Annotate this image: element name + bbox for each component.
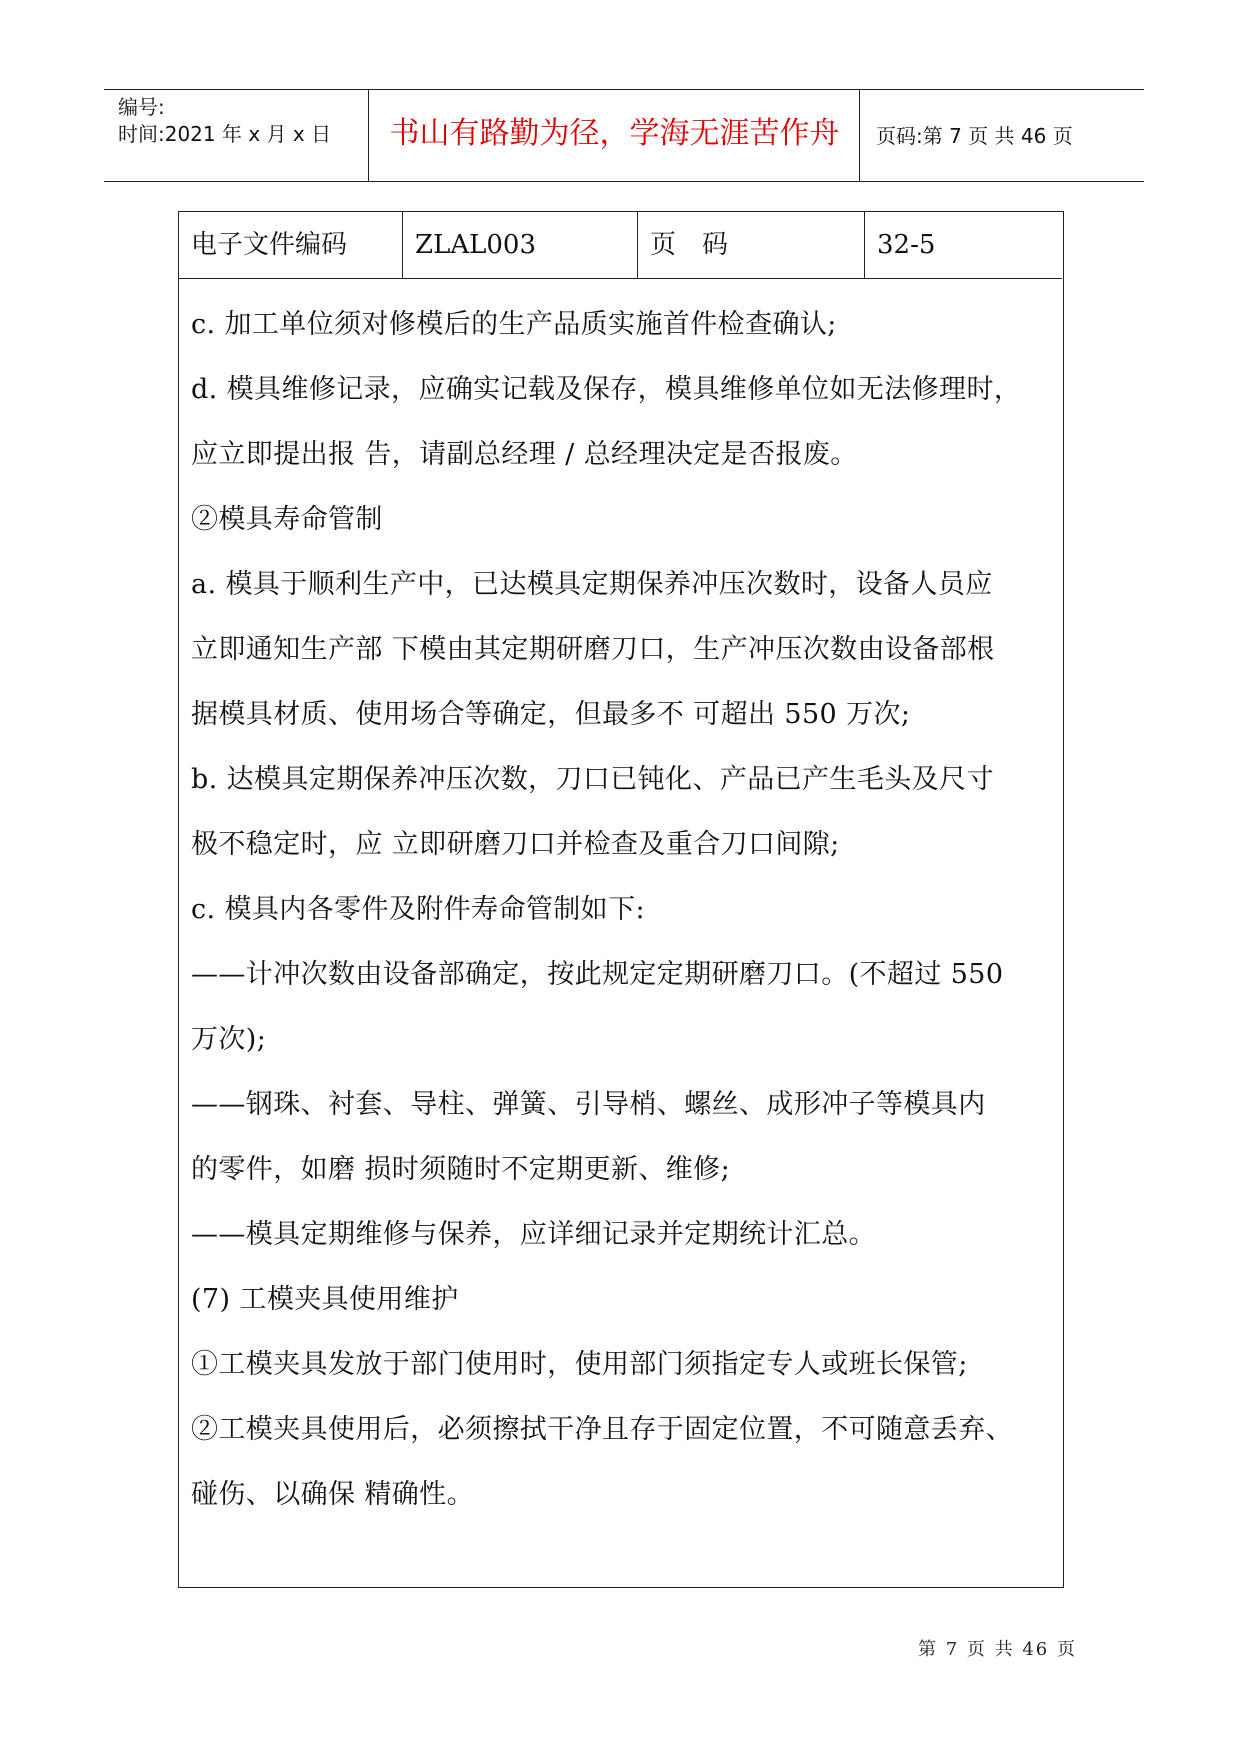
page-footer: 第 7 页 共 46 页: [918, 1639, 1077, 1660]
body-line: ②工模夹具使用后，必须擦拭干净且存于固定位置，不可随意丢弃、: [191, 1414, 1013, 1445]
meta-row: [179, 212, 1062, 279]
body-line: ①工模夹具发放于部门使用时，使用部门须指定专人或班长保管;: [191, 1349, 968, 1380]
time-label: 时间:2021 年 x 月 x 日: [118, 122, 332, 146]
body-line: c. 加工单位须对修模后的生产品质实施首件检查确认;: [191, 309, 837, 340]
body-line: ——计冲次数由设备部确定，按此规定定期研磨刀口。(不超过 550: [191, 959, 1004, 990]
body-line: 碰伤、以确保 精确性。: [191, 1479, 474, 1510]
page-header: [104, 89, 1144, 182]
body-line: b. 达模具定期保养冲压次数，刀口已钝化、产品已产生毛头及尺寸: [191, 764, 994, 795]
body-text: [191, 292, 1056, 1527]
body-line: 据模具材质、使用场合等确定，但最多不 可超出 550 万次;: [191, 699, 911, 730]
body-line: ②模具寿命管制: [191, 504, 383, 535]
number-label: 编号:: [118, 95, 165, 119]
body-line: ——钢珠、衬套、导柱、弹簧、引导梢、螺丝、成形冲子等模具内: [191, 1089, 986, 1120]
header-divider: [859, 90, 860, 182]
body-line: 极不稳定时，应 立即研磨刀口并检查及重合刀口间隙;: [191, 829, 840, 860]
body-line: 的零件，如磨 损时须随时不定期更新、维修;: [191, 1154, 731, 1185]
header-left-block: [118, 94, 331, 148]
header-divider: [368, 90, 369, 182]
header-motto: 书山有路勤为径，学海无涯苦作舟: [389, 116, 840, 151]
body-line: (7) 工模夹具使用维护: [191, 1284, 459, 1315]
document-table: [178, 211, 1064, 1588]
body-line: 立即通知生产部 下模由其定期研磨刀口，生产冲压次数由设备部根: [191, 634, 995, 665]
body-line: ——模具定期维修与保养，应详细记录并定期统计汇总。: [191, 1219, 876, 1250]
body-line: c. 模具内各零件及附件寿命管制如下:: [191, 894, 645, 925]
file-number-value: ZLAL003: [403, 212, 638, 278]
header-page-label: 页码:第 7 页 共 46 页: [876, 124, 1073, 148]
page-code-value: 32-5: [877, 230, 936, 260]
body-line: 万次);: [191, 1024, 267, 1055]
body-line: d. 模具维修记录，应确实记载及保存，模具维修单位如无法修理时，: [191, 374, 1022, 405]
body-line: 应立即提出报 告，请副总经理 / 总经理决定是否报废。: [191, 439, 858, 470]
file-number-label: 电子文件编码: [179, 212, 403, 278]
body-line: a. 模具于顺利生产中，已达模具定期保养冲压次数时，设备人员应: [191, 569, 993, 600]
page-code-label: 页 码: [638, 212, 865, 278]
